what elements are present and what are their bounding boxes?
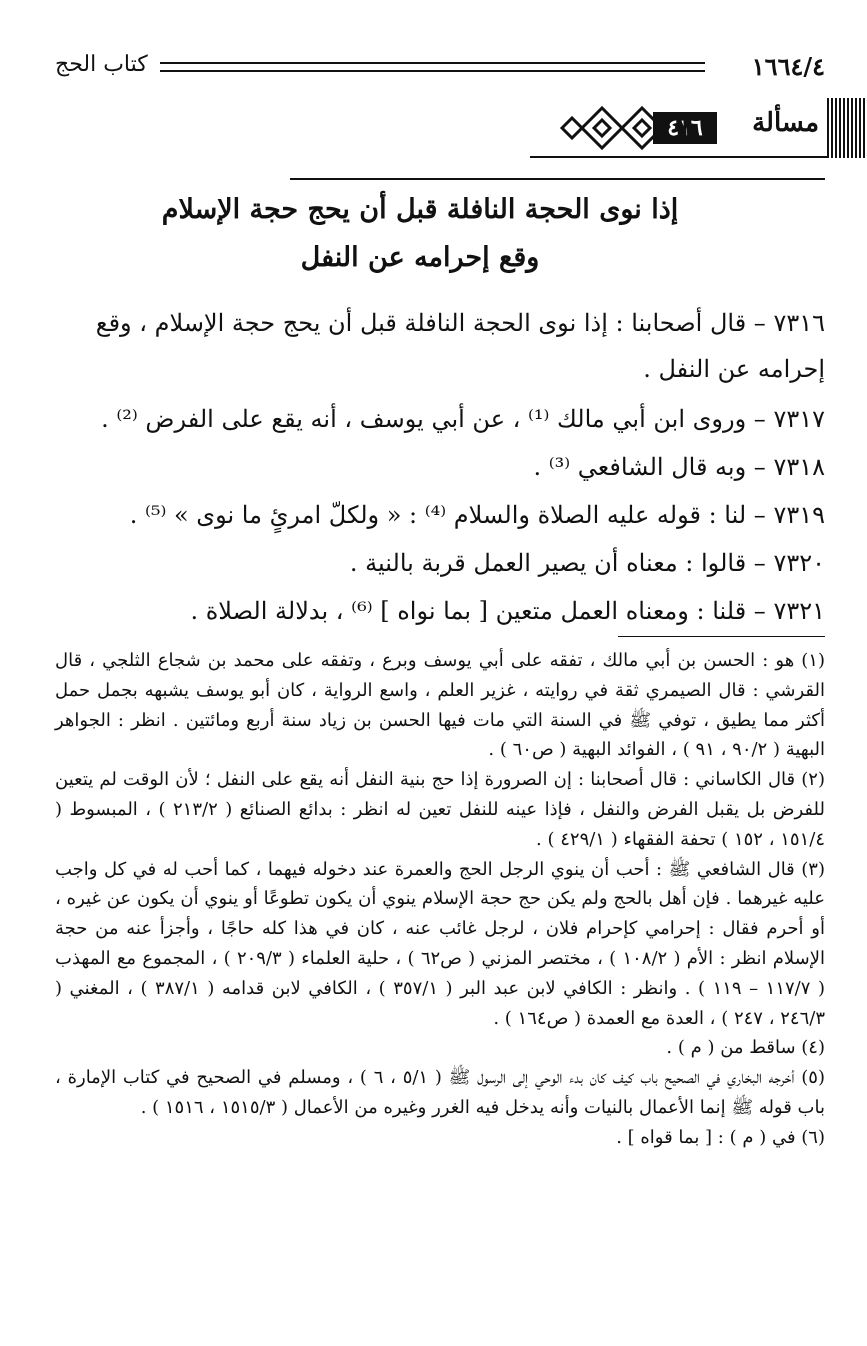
book-title: كتاب الحج (55, 52, 148, 77)
running-header (55, 48, 825, 88)
footnote-5: (٥) أخرجه البخاري في الصحيح باب كيف كان بدء الوحي إلى الرسول ﷺ ( ٥/١ ، ٦ ) ، ومسلم في الصحيح في كتاب الإمارة ، باب قوله ﷺ إنما الأعمال بالنيات وأنه يدخل فيه الغرر وغيره من الأعمال ( ١٥١٥/٣ ، ١٥١٦ ) . (55, 1067, 825, 1118)
footnote-separator (618, 636, 825, 637)
paragraph-7316: ٧٣١٦ – قال أصحابنا : إذا نوى الحجة النافلة قبل أن يحج حجة الإسلام ، وقع إحرامه عن النفل . (95, 309, 825, 383)
banner-stripes (827, 98, 867, 158)
footnote-3: (٣) قال الشافعي ﷺ : أحب أن ينوي الرجل الحج والعمرة عند دخوله فيهما ، كما أحب له في كل واجب عليه غيرهما . فإن أهل بالحج ولم يكن حج حجة الإسلام ينوي أن يكون تطوعًا أو ينوي أن يكون عن غيره ، أو أحرم فقال : إحرامي كإحرام فلان ، لرجل غائب عنه ، كان في هذا كله حاجًا ، وأجزأ عنه من حجة الإسلام انظر : الأم ( ١٠٨/٢ ) ، مختصر المزني ( ص٦٢ ) ، حلية العلماء ( ٢٠٩/٣ ) ، المجموع مع المهذب ( ١١٧/٧ – ١١٩ ) . وانظر : الكافي لابن عبد البر ( ٣٥٧/١ ) ، الكافي لابن قدامه ( ٣٨٧/١ ) ، المغني ( ٢٤٦/٣ ، ٢٤٧ ) ، العدة مع العمدة ( ص١٦٤ ) . (55, 858, 825, 1029)
star-ornament-icon (560, 98, 690, 150)
chapter-title (120, 186, 720, 282)
chapter-title-line-2: وقع إحرامه عن النفل (300, 242, 540, 273)
chapter-title-line-1: إذا نوى الحجة النافلة قبل أن يحج حجة الإسلام (161, 194, 679, 225)
footnote-1: (١) هو : الحسن بن أبي مالك ، تفقه على أبي يوسف وبرع ، وتفقه على محمد بن شجاع الثلجي ، قال القرشي : قال الصيمري ثقة في روايته ، غزير العلم ، واسع الرواية ، كان أبو يوسف يشبهه بجمل حمل أكثر مما يطيق ، توفي ﷺ في السنة التي مات فيها الحسن بن زياد سنة أربع ومائتين . انظر : الجواهر البهية ( ٩٠/٢ ، ٩١ ) ، الفوائد البهية ( ص٦٠ ) . (55, 650, 825, 761)
issue-number: ٤١٦ (653, 112, 717, 144)
paragraph-7319: ٧٣١٩ – لنا : قوله عليه الصلاة والسلام ⁽⁴⁾ : « ولكلّ امرئٍ ما نوى » ⁽⁵⁾ . (129, 501, 825, 529)
paragraph-7320: ٧٣٢٠ – قالوا : معناه أن يصير العمل قربة بالنية . (349, 549, 825, 577)
banner-underline (530, 156, 827, 158)
footnote-2: (٢) قال الكاساني : قال أصحابنا : إن الصرورة إذا حج بنية النفل أنه يقع على النفل ؛ لأن الوقت لم يتعين للفرض بل يقبل الفرض والنفل ، فإذا عينه للنفل تعين له انظر : بدائع الصنائع ( ٢١٣/٢ ) ، المبسوط ( ١٥١/٤ ، ١٥٢ ) تحفة الفقهاء ( ٤٢٩/١ ) . (55, 769, 825, 850)
header-double-rule (160, 62, 705, 72)
paragraph-7318: ٧٣١٨ – وبه قال الشافعي ⁽³⁾ . (533, 453, 825, 481)
footnotes (55, 646, 825, 1153)
title-rule (290, 178, 825, 180)
issue-label: مسألة (752, 108, 819, 138)
footnote-4: (٤) ساقط من ( م ) . (666, 1037, 825, 1059)
main-text (55, 300, 825, 636)
footnote-6: (٦) في ( م ) : [ بما قواه ] . (616, 1126, 825, 1148)
paragraph-7321: ٧٣٢١ – قلنا : ومعناه العمل متعين [ بما نواه ] ⁽⁶⁾ ، بدلالة الصلاة . (190, 597, 825, 625)
page-number: ١٦٦٤/٤ (751, 52, 825, 81)
paragraph-7317: ٧٣١٧ – وروى ابن أبي مالك ⁽¹⁾ ، عن أبي يوسف ، أنه يقع على الفرض ⁽²⁾ . (101, 405, 825, 433)
